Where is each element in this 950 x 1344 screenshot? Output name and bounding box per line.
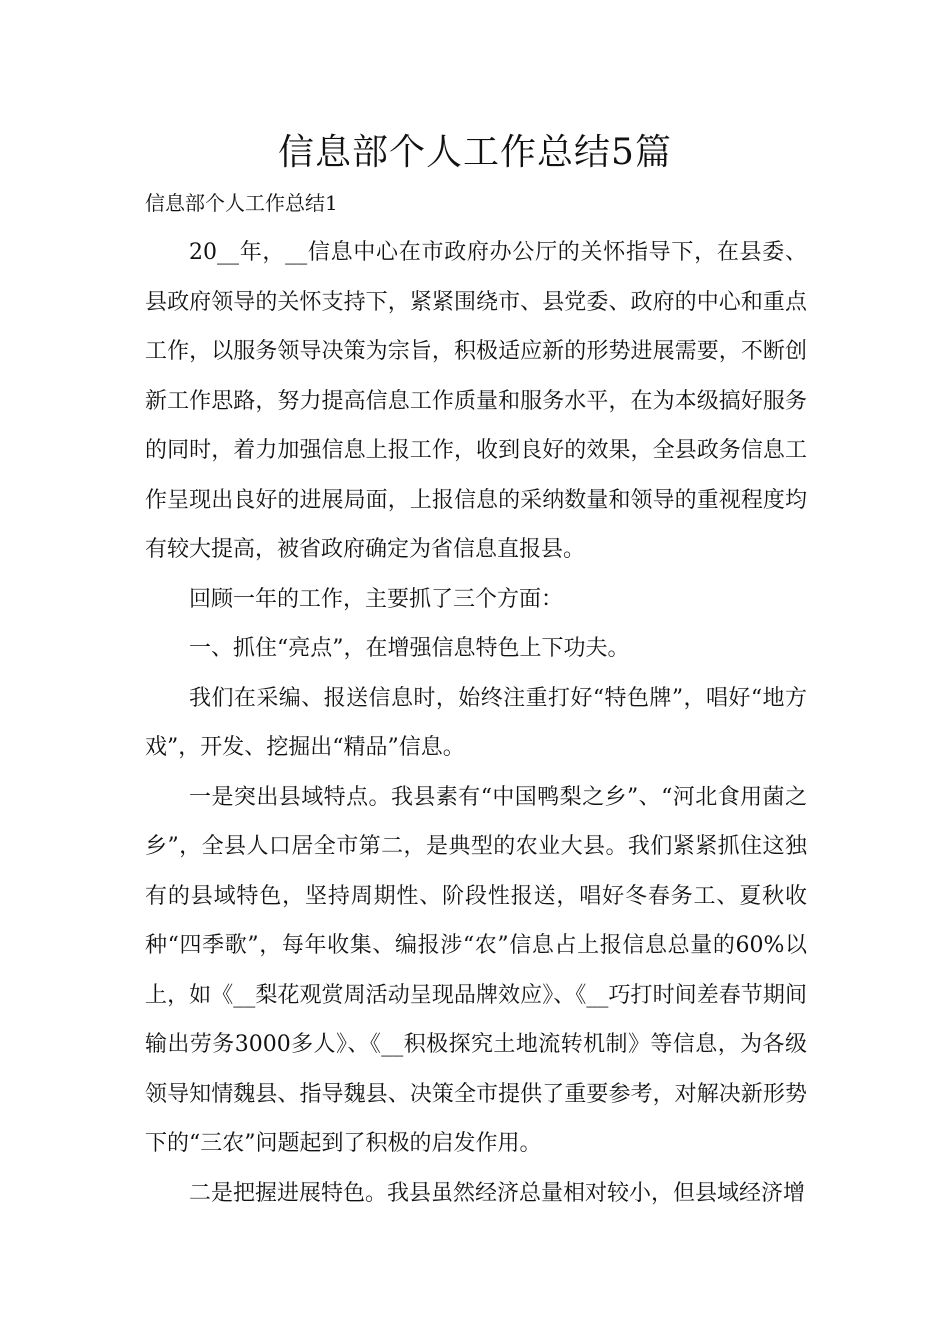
paragraph: 回顾一年的工作，主要抓了三个方面： [189, 586, 564, 612]
paragraph: 我们在采编、报送信息时，始终注重打好“特色牌”，唱好“地方戏”，开发、挖掘出“精品”信息。 [145, 685, 807, 760]
paragraph: 一是突出县域特点。我县素有“中国鸭梨之乡”、“河北食用菌之乡”，全县人口居全市第二，是典型的农业大县。我们紧紧抓住这独有的县域特色，坚持周期性、阶段性报送，唱好冬春务工、夏秋收种“四季歌”，每年收集、编报涉“农”信息占上报信息总量的60%以上，如《__梨花观赏周活动呈现品牌效应》、《__巧打时间差春节期间输出劳务3000多人》、《__积极探究土地流转机制》等信息，为各级领导知情魏县、指导魏县、决策全市提供了重要参考，对解决新形势下的“三农”问题起到了积极的启发作用。 [145, 784, 807, 1156]
paragraph: 二是把握进展特色。我县虽然经济总量相对较小，但县域经济增 [189, 1180, 806, 1206]
paragraph: 20__年，__信息中心在市政府办公厅的关怀指导下，在县委、县政府领导的关怀支持下，紧紧围绕市、县党委、政府的中心和重点工作，以服务领导决策为宗旨，积极适应新的形势进展需要，不断创新工作思路，努力提高信息工作质量和服务水平，在为本级搞好服务的同时，着力加强信息上报工作，收到良好的效果，全县政务信息工作呈现出良好的进展局面，上报信息的采纳数量和领导的重视程度均有较大提高，被省政府确定为省信息直报县。 [145, 240, 807, 562]
document-body [145, 228, 807, 1218]
document-title: 信息部个人工作总结5篇 [278, 132, 672, 173]
paragraph: 一、抓住“亮点”，在增强信息特色上下功夫。 [189, 636, 630, 661]
document-subtitle: 信息部个人工作总结1 [145, 191, 338, 215]
